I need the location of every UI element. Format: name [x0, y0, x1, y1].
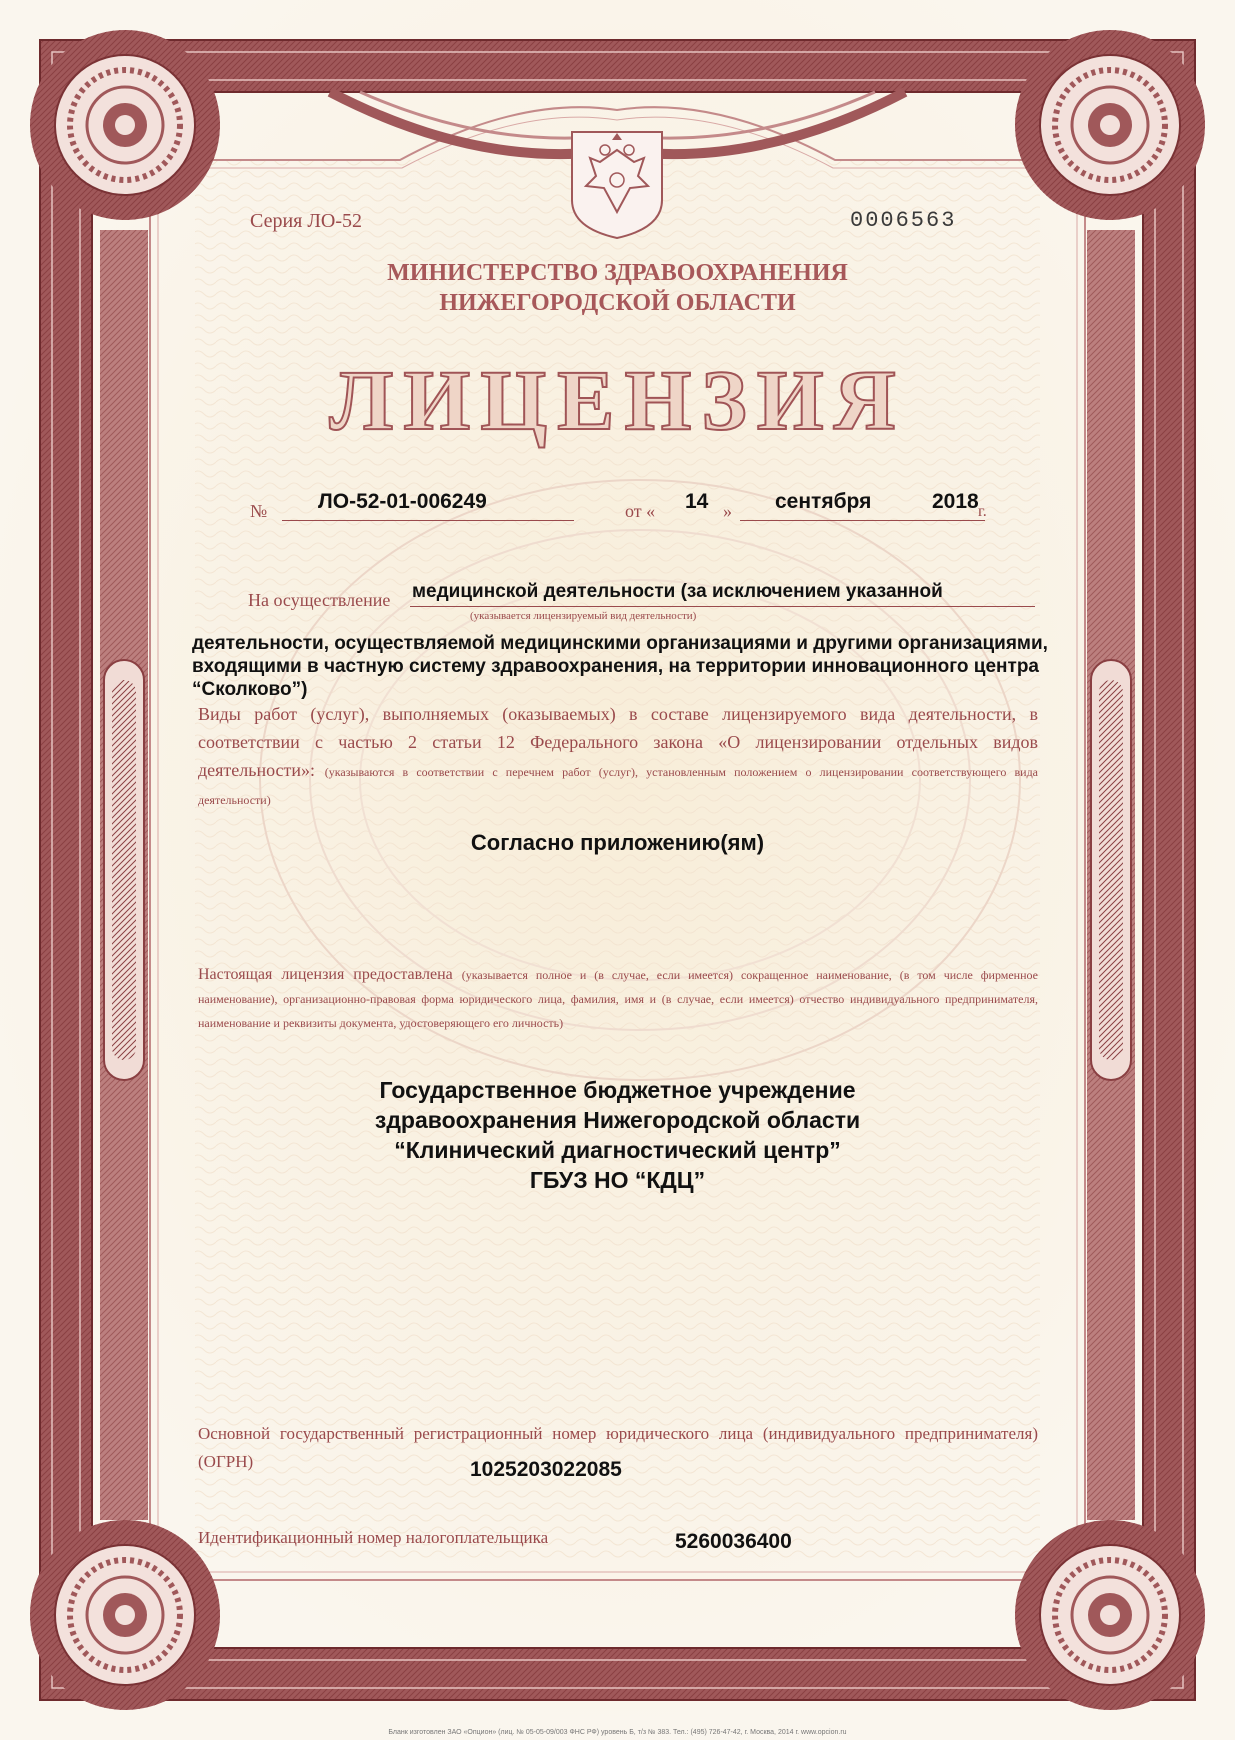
ogrn-value: 1025203022085 [470, 1458, 622, 1481]
organization-line-1: Государственное бюджетное учреждение [379, 1077, 856, 1103]
corner-rosette-top-left [30, 30, 220, 220]
works-note: (указываются в соответствии с перечнем работ (услуг), установленным положением о лицензировании соответствующего вида деятельности) [198, 765, 1039, 807]
activity-note: (указывается лицензируемый вид деятельности) [470, 610, 697, 622]
license-day: 14 [685, 490, 709, 513]
activity-label: На осуществление [248, 590, 391, 610]
license-month: сентября [775, 490, 872, 513]
inn-value: 5260036400 [675, 1530, 792, 1553]
license-number: ЛО-52-01-006249 [318, 490, 487, 513]
ministry-name [0, 258, 1235, 318]
organization-line-4: ГБУЗ НО “КДЦ” [529, 1167, 706, 1193]
document-title: ЛИЦЕНЗИЯ [329, 352, 906, 448]
organization-line-2: здравоохранения Нижегородской области [374, 1107, 861, 1133]
printer-footer: Бланк изготовлен ЗАО «Опцион» (лиц. № 05-05-09/003 ФНС РФ) уровень Б, т/з № 383. Тел.: (495) 726-47-42, г. Москва, 2014 г. www.opcion.ru [388, 1729, 847, 1736]
date-from-label: от « [625, 501, 656, 521]
corner-rosette-bottom-right [1015, 1520, 1205, 1710]
double-headed-eagle-emblem-icon [572, 132, 662, 238]
organization-line-3: “Клинический диагностический центр” [394, 1137, 841, 1163]
works-text: Виды работ (услуг), выполняемых (оказываемых) в составе лицензируемого вида деятельности, в соответствии с частью 2 статьи 12 Федерального закона «О лицензировании отдельных видов деятельности»: [198, 704, 1038, 780]
license-year: 2018 [932, 490, 979, 513]
number-label: № [250, 501, 268, 521]
works-section [198, 700, 1038, 812]
grant-text: Настоящая лицензия предоставлена [198, 966, 453, 983]
activity-continuation: деятельности, осуществляемой медицинскими организациями и другими организациями, входящими в частную систему здравоохранения, на территории инновационного центра “Сколково”) [192, 633, 1048, 700]
serial-number: 0006563 [850, 208, 957, 233]
corner-rosette-top-right [1015, 30, 1205, 220]
corner-rosette-bottom-left [30, 1520, 220, 1710]
grant-section [198, 963, 1038, 1035]
works-value: Согласно приложению(ям) [470, 830, 765, 855]
organization-name [0, 1075, 1235, 1195]
ogrn-label: Основной государственный регистрационный номер юридического лица (индивидуального предпринимателя) (ОГРН) [198, 1424, 1038, 1471]
grant-note: (указывается полное и (в случае, если имеется) сокращенное наименование, (в том числе фирменное наименование), организационно-правовая форма юридического лица, фамилия, имя и (в случае, если имеется) отчество индивидуального предпринимателя, наименование и реквизиты документа, удостоверяющего его личность) [198, 968, 1038, 1030]
activity-first-line: медицинской деятельности (за исключением указанной [412, 581, 943, 602]
year-suffix: г. [978, 503, 987, 520]
inn-label: Идентификационный номер налогоплательщика [198, 1528, 549, 1547]
date-quote-close: » [723, 501, 732, 521]
series-label: Серия ЛО-52 [250, 210, 363, 232]
ministry-line-1: МИНИСТЕРСТВО ЗДРАВООХРАНЕНИЯ [387, 260, 848, 286]
ministry-line-2: НИЖЕГОРОДСКОЙ ОБЛАСТИ [439, 290, 796, 316]
